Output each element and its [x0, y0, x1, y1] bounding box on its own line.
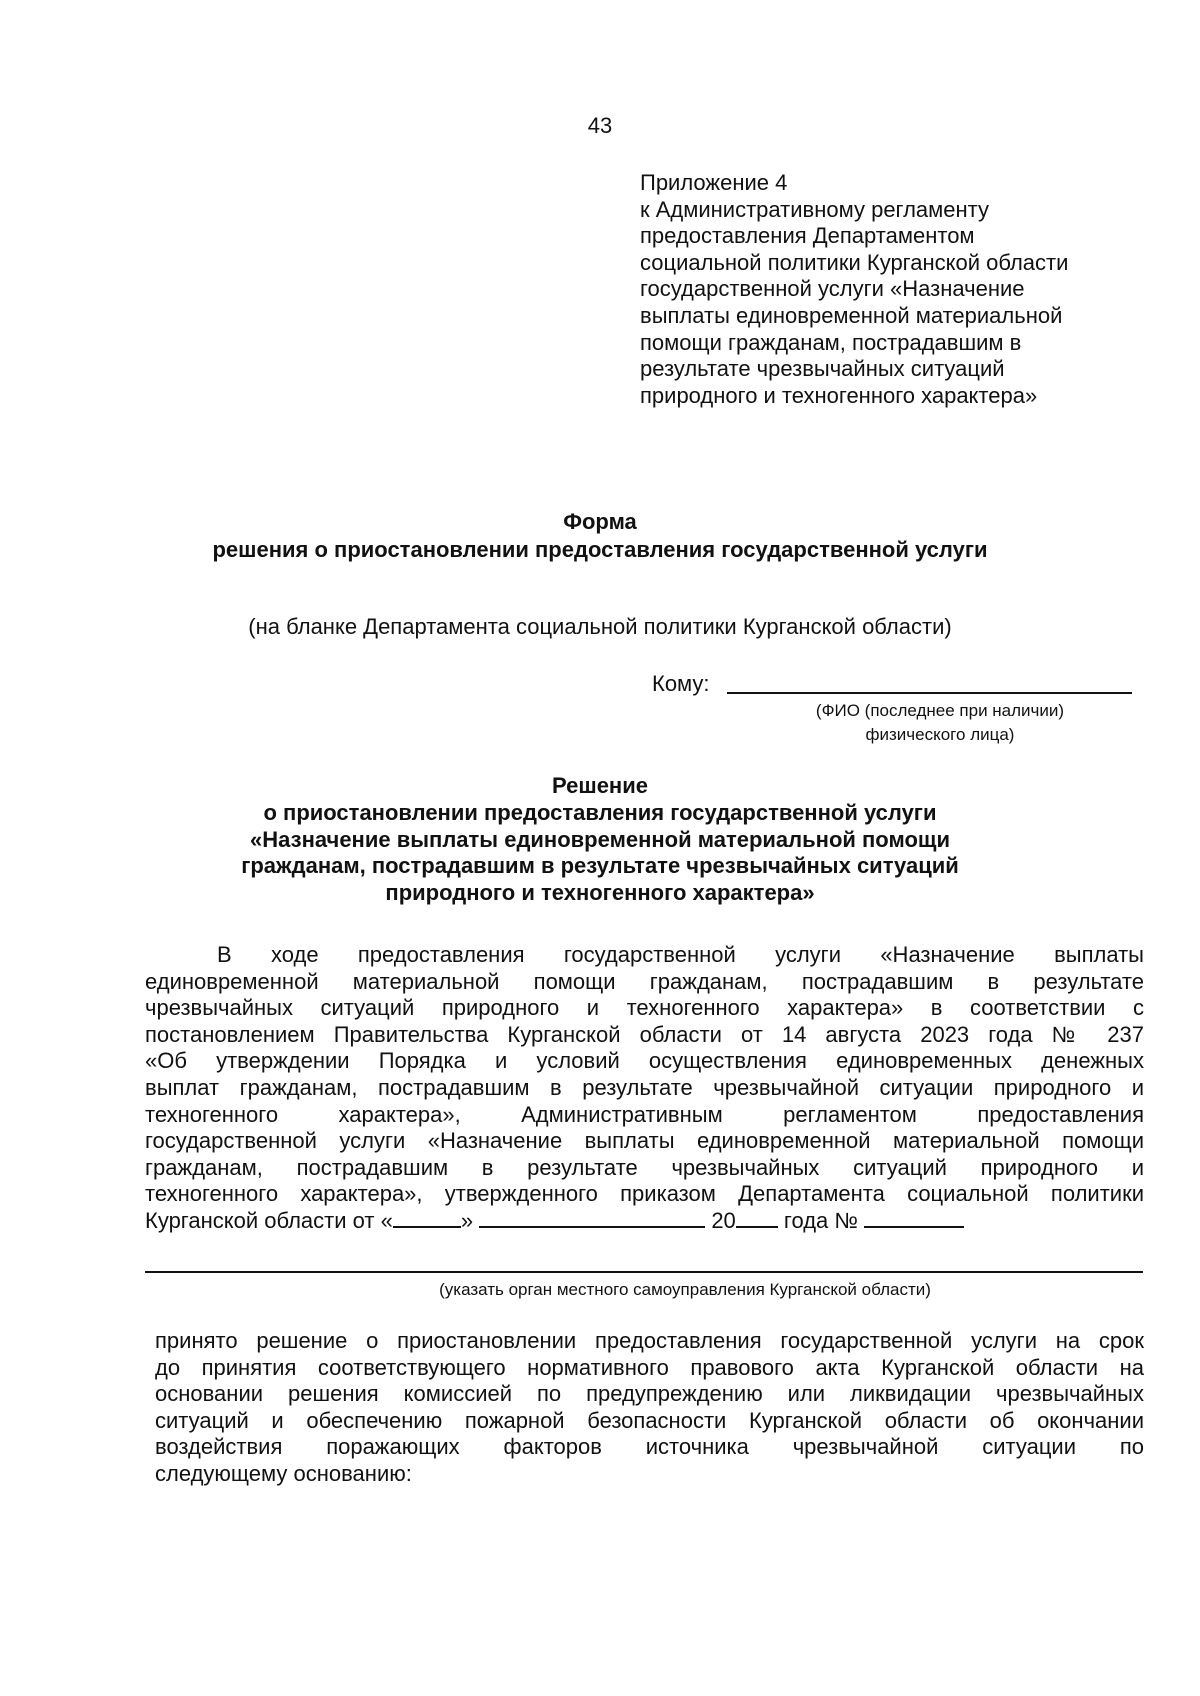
- appendix-line: государственной услуги «Назначение: [640, 276, 1025, 302]
- recipient-caption: [735, 699, 1145, 747]
- order-date-line: [145, 1208, 1144, 1235]
- form-title-line: Форма: [563, 509, 637, 534]
- order-number-blank[interactable]: [864, 1208, 964, 1228]
- recipient-caption-line: (ФИО (последнее при наличии): [815, 701, 1065, 720]
- decision-title-line: гражданам, пострадавшим в результате чрезвычайных ситуаций: [241, 853, 959, 879]
- appendix-line: выплаты единовременной материальной: [640, 302, 1063, 328]
- form-title: [0, 508, 1200, 564]
- decision-title-line: Решение: [552, 773, 648, 798]
- paragraph-line: следующему основанию:: [155, 1460, 412, 1486]
- recipient-label: Кому:: [652, 671, 710, 696]
- paragraph-line: выплат гражданам, пострадавшим в результате чрезвычайной ситуации природного и: [145, 1074, 1144, 1100]
- paragraph-line: государственной услуги «Назначение выплаты единовременной материальной помощи: [145, 1128, 1144, 1154]
- appendix-line: предоставления Департаментом: [640, 223, 975, 249]
- organ-fill-line[interactable]: [145, 1271, 1143, 1273]
- decision-title: [0, 773, 1200, 907]
- recipient-fill-line[interactable]: [727, 692, 1132, 694]
- paragraph-line: гражданам, пострадавшим в результате чрезвычайных ситуаций природного и: [145, 1154, 1144, 1180]
- paragraph-line: В ходе предоставления государственной услуги «Назначение выплаты: [217, 942, 1144, 967]
- paragraph-line: основании решения комиссией по предупреждению или ликвидации чрезвычайных: [155, 1381, 1144, 1407]
- year-blank[interactable]: [736, 1208, 778, 1228]
- appendix-line: Приложение 4: [640, 170, 788, 195]
- appendix-line: результате чрезвычайных ситуаций: [640, 356, 1005, 382]
- appendix-header: [640, 170, 1160, 409]
- appendix-line: социальной политики Курганской области: [640, 249, 1069, 275]
- order-date-quote: »: [460, 1207, 474, 1233]
- appendix-line: к Административному регламенту: [640, 196, 990, 222]
- decision-title-line: природного и техногенного характера»: [385, 880, 815, 906]
- organ-caption: (указать орган местного самоуправления Курганской области): [439, 1280, 931, 1299]
- appendix-line: помощи гражданам, пострадавшим в: [640, 329, 1022, 355]
- paragraph-line: техногенного характера», утвержденного приказом Департамента социальной политики: [145, 1181, 1144, 1207]
- paragraph-line: «Об утверждении Порядка и условий осуществления единовременных денежных: [145, 1048, 1144, 1074]
- paragraph-line: техногенного характера», Административным регламентом предоставления: [145, 1101, 1144, 1127]
- paragraph-line: постановлением Правительства Курганской области от 14 августа 2023 года № 237: [145, 1021, 1144, 1047]
- form-subtitle-line: решения о приостановлении предоставления государственной услуги: [212, 537, 988, 562]
- month-blank[interactable]: [479, 1208, 705, 1228]
- order-date-prefix: Курганской области от «: [145, 1207, 393, 1233]
- paragraph-line: единовременной материальной помощи гражданам, пострадавшим в результате: [145, 968, 1144, 994]
- decision-title-line: «Назначение выплаты единовременной материальной помощи: [250, 826, 950, 852]
- paragraph-decision: [155, 1328, 1144, 1488]
- order-number-label: года №: [783, 1207, 858, 1233]
- recipient-caption-line: физического лица): [865, 725, 1015, 744]
- day-blank[interactable]: [393, 1208, 461, 1228]
- page-number: 43: [587, 113, 613, 138]
- decision-title-line: о приостановлении предоставления государственной услуги: [263, 799, 937, 825]
- appendix-line: природного и техногенного характера»: [640, 382, 1038, 408]
- paragraph-line: чрезвычайных ситуаций природного и техногенного характера» в соответствии с: [145, 995, 1144, 1021]
- year-prefix: 20: [711, 1207, 736, 1233]
- paragraph-line: ситуаций и обеспечению пожарной безопасности Курганской области об окончании: [155, 1407, 1144, 1433]
- blank-note: (на бланке Департамента социальной политики Курганской области): [248, 614, 952, 639]
- paragraph-line: воздействия поражающих факторов источника чрезвычайной ситуации по: [155, 1434, 1144, 1460]
- paragraph-basis: [145, 942, 1144, 1235]
- paragraph-line: принято решение о приостановлении предоставления государственной услуги на срок: [155, 1328, 1144, 1353]
- paragraph-line: до принятия соответствующего нормативного правового акта Курганской области на: [155, 1354, 1144, 1380]
